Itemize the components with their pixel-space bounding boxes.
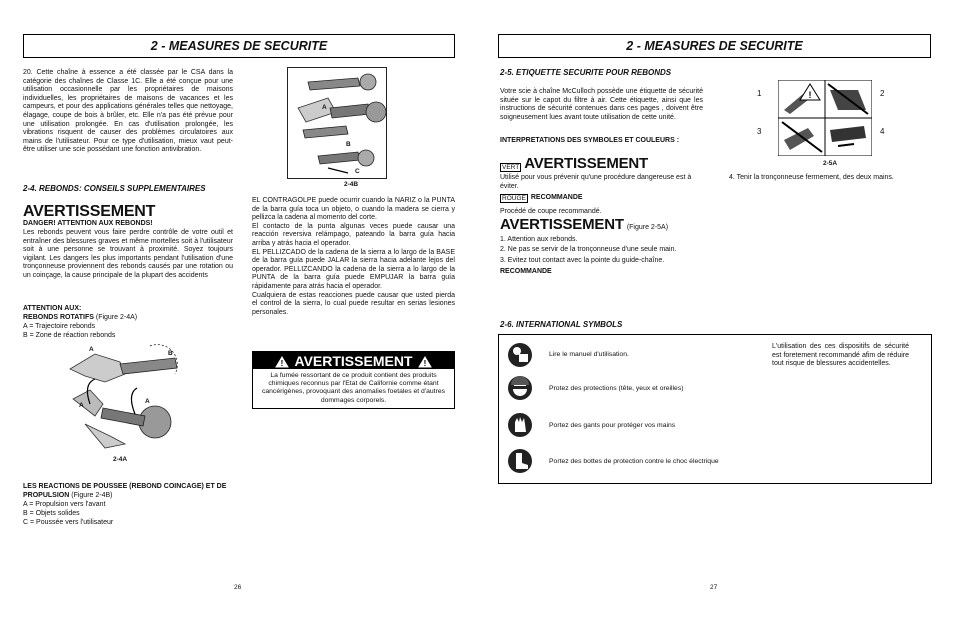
figure-2-4a-drawing <box>65 344 185 454</box>
warning-triangle-icon <box>275 355 289 367</box>
fig-2-5a-number-3: 3 <box>757 127 762 136</box>
section-2-6-title: 2-6. INTERNATIONAL SYMBOLS <box>500 320 623 329</box>
protective-head-icon <box>507 375 533 401</box>
list-item-3: 3. Evitez tout contact avec la pointe du guide-chaîne. <box>500 257 665 264</box>
figure-2-4b-drawing <box>288 68 386 178</box>
danger-heading: DANGER! ATTENTION AUX REBONDS! <box>23 220 153 227</box>
fig-2-4a-label-a3: A <box>145 398 150 405</box>
danger-paragraph: Les rebonds peuvent vous faire perdre contrôle de votre outil et entraîner des blessures graves et même mortelles soit à l'utilisateur soit à une personne se trouvant à proximité. Soyez toujours vigilant. Les dangers les plus importants pendant l'utilisation d'une tronçonneuse proviennent des rebonds causés par une rotation ou un coinçage, la cause principale de la plupart des accidents <box>23 229 233 279</box>
section-2-4-title: 2-4. REBONDS: CONSEILS SUPPLEMENTAIRES <box>23 184 206 193</box>
figure-2-4b-caption: 2-4B <box>343 181 359 188</box>
warning-2-line <box>500 217 668 233</box>
reaction-c: C = Poussée vers l'utilisateur <box>23 519 114 526</box>
figure-2-5a-drawing <box>778 80 872 156</box>
gloves-icon <box>507 412 533 438</box>
safety-label-intro: Votre scie à chaîne McCulloch possède une étiquette de sécurité située sur le capot du filtre à air. Cette étiquette, ainsi que les instructions de sécurité contenues dans ces pages , doivent être soigneusement lues avant toute utilisation de cette unité. <box>500 88 703 121</box>
reaction-b: B = Objets solides <box>23 510 80 517</box>
figure-ref-2-4a: (Figure 2-4A) <box>95 314 138 321</box>
figure-2-5a <box>778 80 872 156</box>
figure-2-4a-caption: 2-4A <box>112 456 128 463</box>
international-symbols-box <box>498 334 932 484</box>
rebonds-rotatifs-line <box>23 314 137 323</box>
warning-triangle-icon <box>418 355 432 367</box>
interpretations-heading: INTERPRETATIONS DES SYMBOLES ET COULEURS : <box>500 137 680 144</box>
rouge-description: Procédé de coupe recommandé. <box>500 208 602 215</box>
left-page-number: 26 <box>234 584 242 591</box>
reactions-title: LES REACTIONS DE POUSSEE (REBOND COINCAGE) ET DE PROPULSION <box>23 483 227 499</box>
spanish-paragraph: EL CONTRAGOLPE puede ocurrir cuando la NARIZ o la PUNTA de la barra guía toca un objeto, o cuando la madera se cierra y pellizca la cadena al momento del corte. El contacto de la punta algunas veces puede causar una reacción reversiva relámpago, pateando la barra guía hacia arriba y atrás hacia el operador. EL PELLIZCADO de la cadena de la sierra a lo largo de la BASE de la barra guía puede JALAR la sierra hacia adelante lejos del operador. PELLIZCANDO la cadena de la sierra a lo largo de la PUNTA de la barra guía puede EMPUJAR la barra guía rápidamente para atrás hacia el operador. Cualquiera de estas reacciones puede causar que usted pierda el control de la sierra, lo cual puede resultar en serias lesiones personales. <box>252 197 455 316</box>
svg-text:!: ! <box>808 90 812 100</box>
vert-label: VERT <box>502 164 520 171</box>
symbols-note: L'utilisation des ces dispositifs de sécurité est foretement recommandé afim de réduire tout risque de blessures accidentelles. <box>772 343 909 368</box>
manual-reader-icon <box>507 342 533 368</box>
warning-title-left: AVERTISSEMENT <box>23 203 156 220</box>
reaction-a: A = Propulsion vers l'avant <box>23 501 106 508</box>
california-warning-box <box>252 351 455 409</box>
recommande-heading: RECOMMANDE <box>500 268 552 275</box>
reactions-heading <box>23 483 233 500</box>
boots-icon <box>507 448 533 474</box>
symbol-text-protection: Protez des protections (tête, yeux et oreilles) <box>549 385 684 392</box>
vert-line <box>500 156 648 172</box>
figure-ref-2-5a: (Figure 2-5A) <box>626 224 669 232</box>
fig-2-4a-label-b: B <box>168 350 173 357</box>
legend-a-trajectoire: A = Trajectoire rebonds <box>23 323 96 330</box>
figure-2-5a-caption: 2-5A <box>822 160 838 167</box>
symbol-text-boots: Portez des bottes de protection contre le choc électrique <box>549 458 719 465</box>
right-page-number: 27 <box>710 584 718 591</box>
fig-2-4a-label-a2: A <box>79 402 84 409</box>
fig-2-5a-number-2: 2 <box>880 89 885 98</box>
warning-box-text: La fumée ressortant de ce produit contient des produits chimiques reconnus par l'Etat de Californie comme étant cancérigènes, provoquant des anomalies foetales et d'autres dommages corporels. <box>261 372 446 404</box>
svg-text:!: ! <box>424 358 427 368</box>
fig-2-4b-label-b: B <box>346 141 351 148</box>
rouge-line <box>500 194 583 203</box>
right-page-header: 2 - MEASURES DE SECURITE <box>498 34 931 58</box>
warning-box-title: AVERTISSEMENT <box>294 352 413 369</box>
symbol-text-gloves: Portez des gants pour protéger vos mains <box>549 422 676 429</box>
list-item-1: 1. Attention aux rebonds. <box>500 236 578 243</box>
attention-heading: ATTENTION AUX: <box>23 305 82 312</box>
vert-description: Utilisé pour vous prévenir qu'une procédure dangereuse est à éviter. <box>500 174 692 190</box>
fig-2-5a-number-1: 1 <box>757 89 762 98</box>
warning-2-title: AVERTISSEMENT <box>500 216 624 233</box>
symbol-text-manual: Lire le manuel d'utilisation. <box>549 351 629 358</box>
left-page-header: 2 - MEASURES DE SECURITE <box>23 34 455 58</box>
rouge-label: ROUGE <box>502 195 526 202</box>
item-20-paragraph: 20. Cette chaîne à essence a été classée par le CSA dans la catégorie des chaînes de Classe 1C. Elle a été conçue pour une utilisation occasionnelle par les propriétaires de maisons individuelles, les propriétaires de maisons de vacances et les campeurs, et pour des applications générales telles que nettoyage, élagage, coupe de bois à brûler, etc. Elle n'a pas été prévue pour une utilisation prolongée. En cas d'utilisation prolongée, les vibrations risquent de causer des problèmes circulatoires aux mains de l'utilisateur. Pour ce type d'utilisation, mieux vaut peut-être utiliser une scie possédant une fonction antivibration. <box>23 69 233 154</box>
figure-ref-2-4b: (Figure 2-4B) <box>71 491 113 499</box>
fig-2-4b-label-c: C <box>355 168 360 175</box>
legend-b-zone: B = Zone de réaction rebonds <box>23 332 116 339</box>
figure-2-4b <box>287 67 387 179</box>
fig-2-5a-number-4: 4 <box>880 127 885 136</box>
vert-title: AVERTISSEMENT <box>524 155 649 172</box>
rebonds-rotatifs-label: REBONDS ROTATIFS <box>23 314 94 321</box>
warning-box-header <box>253 352 454 369</box>
list-item-2: 2. Ne pas se servir de la tronçonneuse d'une seule main. <box>500 246 677 253</box>
svg-text:!: ! <box>280 358 283 368</box>
fig-2-4a-label-a1: A <box>89 346 94 353</box>
rouge-title: RECOMMANDE <box>530 194 583 202</box>
figure-2-4a <box>65 344 185 454</box>
fig-2-4b-label-a: A <box>322 104 327 111</box>
item-4-text: 4. Tenir la tronçonneuse fermement, des deux mains. <box>729 174 894 181</box>
section-2-5-title: 2-5. ETIQUETTE SECURITE POUR REBONDS <box>500 68 672 77</box>
